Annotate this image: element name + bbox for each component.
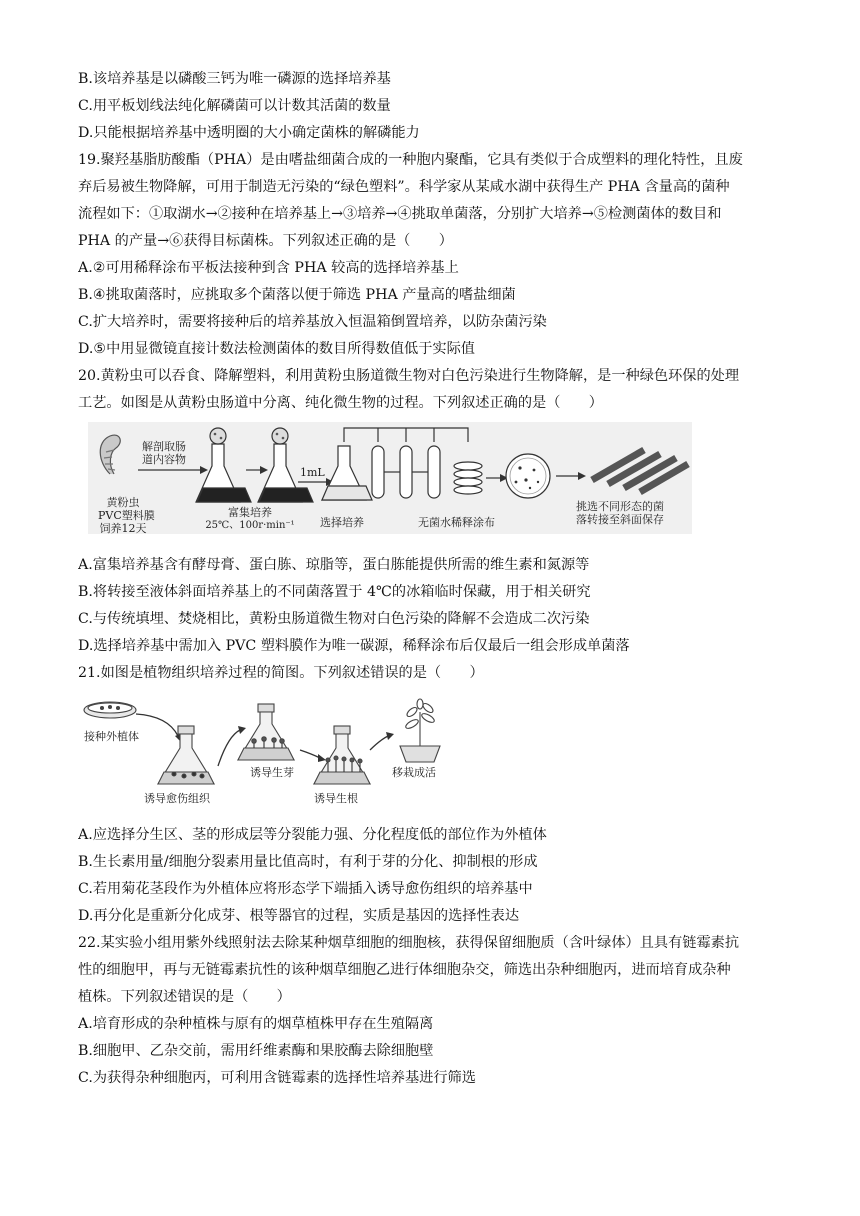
q18-option-c: C.用平板划线法纯化解磷菌可以计数其活菌的数量 <box>78 98 391 114</box>
enrichment-flask-2-icon <box>258 428 313 502</box>
q21-figure-drawing <box>78 696 450 806</box>
q19-stem-line-2: 弃后易被生物降解，可用于制造无污染的“绿色塑料”。科学家从某咸水湖中获得生产 PHA 含量高的菌种 <box>78 179 730 195</box>
mealworm-icon <box>100 435 120 474</box>
slant-tubes-icon <box>592 450 688 492</box>
step3-label: 诱导生芽 <box>250 766 294 779</box>
volume-label: 1mL <box>300 466 325 479</box>
q22-option-c: C.为获得杂种细胞丙，可利用含链霉素的选择性培养基进行筛选 <box>78 1070 476 1086</box>
enrich-label-line-1: 富集培养 <box>228 506 272 519</box>
step5-label: 移栽成活 <box>392 766 436 779</box>
transplant-pot-icon <box>400 699 440 762</box>
enrich-label-line-2: 25℃、100r·min⁻¹ <box>205 520 295 531</box>
q19-option-a: A.②可用稀释涂布平板法接种到含 PHA 较高的选择培养基上 <box>78 260 459 276</box>
q21-option-a: A.应选择分生区、茎的形成层等分裂能力强、分化程度低的部位作为外植体 <box>78 827 547 843</box>
q19-stem-line-3: 流程如下：①取湖水→②接种在培养基上→③培养→④挑取单菌落，分别扩大培养→⑤检测菌体的数目和 <box>78 206 722 222</box>
q19-stem-line-4: PHA 的产量→⑥获得目标菌株。下列叙述正确的是（ ） <box>78 233 453 249</box>
q20-figure <box>88 422 692 534</box>
q21-stem: 21.如图是植物组织培养过程的简图。下列叙述错误的是（ ） <box>78 665 484 681</box>
q19-stem-line-1: 19.聚羟基脂肪酸酯（PHA）是由嗜盐细菌合成的一种胞内聚酯，它具有类似于合成塑料的理化特性，且废 <box>78 152 743 168</box>
enrich-label <box>200 506 300 532</box>
worm-label-line-1: 黄粉虫 <box>106 496 140 509</box>
explant-dish-icon <box>84 702 136 718</box>
worm-label-line-3: 饲养12天 <box>99 522 147 535</box>
slant-label <box>576 500 664 526</box>
dissect-label-line-2: 道内容物 <box>142 453 186 466</box>
q18-option-d: D.只能根据培养基中透明圈的大小确定菌株的解磷能力 <box>78 125 420 141</box>
q21-option-c: C.若用菊花茎段作为外植体应将形态学下端插入诱导愈伤组织的培养基中 <box>78 881 533 897</box>
q21-figure <box>78 696 450 806</box>
callus-flask-icon <box>158 726 214 784</box>
q19-option-b: B.④挑取菌落时，应挑取多个菌落以便于筛选 PHA 产量高的嗜盐细菌 <box>78 287 516 303</box>
selection-flask-icon <box>322 446 372 500</box>
dissect-label <box>142 440 186 466</box>
q20-option-b: B.将转接至液体斜面培养基上的不同菌落置于 4℃的冰箱临时保藏，用于相关研究 <box>78 584 591 600</box>
select-label: 选择培养 <box>320 516 364 529</box>
dissect-label-line-1: 解剖取肠 <box>142 440 186 453</box>
worm-label <box>98 496 155 535</box>
q19-option-d: D.⑤中用显微镜直接计数法检测菌体的数目所得数值低于实际值 <box>78 341 475 357</box>
q20-option-d: D.选择培养基中需加入 PVC 塑料膜作为唯一碳源，稀释涂布后仅最后一组会形成单菌落 <box>78 638 630 654</box>
slant-label-line-1: 挑选不同形态的菌 <box>576 500 664 513</box>
step4-label: 诱导生根 <box>314 792 358 805</box>
q21-option-d: D.再分化是重新分化成芽、根等器官的过程，实质是基因的选择性表达 <box>78 908 520 924</box>
q20-option-a: A.富集培养基含有酵母膏、蛋白胨、琼脂等，蛋白胨能提供所需的维生素和氮源等 <box>78 557 590 573</box>
q22-stem-line-3: 植株。下列叙述错误的是（ ） <box>78 989 291 1005</box>
dilution-tubes-icon <box>372 446 440 498</box>
dilute-label: 无菌水稀释涂布 <box>418 516 495 529</box>
q22-option-b: B.细胞甲、乙杂交前，需用纤维素酶和果胶酶去除细胞壁 <box>78 1043 434 1059</box>
worm-label-line-2: PVC塑料膜 <box>98 509 155 522</box>
q21-option-b: B.生长素用量/细胞分裂素用量比值高时，有利于芽的分化、抑制根的形成 <box>78 854 538 870</box>
root-flask-icon <box>314 726 370 784</box>
q18-option-b: B.该培养基是以磷酸三钙为唯一磷源的选择培养基 <box>78 71 391 87</box>
shoot-flask-icon <box>238 704 294 760</box>
step2-label: 诱导愈伤组织 <box>144 792 210 805</box>
q22-option-a: A.培育形成的杂种植株与原有的烟草植株甲存在生殖隔离 <box>78 1016 434 1032</box>
q20-stem-line-2: 工艺。如图是从黄粉虫肠道中分离、纯化微生物的过程。下列叙述正确的是（ ） <box>78 395 603 411</box>
q22-stem-line-1: 22.某实验小组用紫外线照射法去除某种烟草细胞的细胞核，获得保留细胞质（含叶绿体）且具有链霉素抗 <box>78 935 740 951</box>
slant-label-line-2: 落转接至斜面保存 <box>576 513 664 526</box>
q22-stem-line-2: 性的细胞甲，再与无链霉素抗性的该种烟草细胞乙进行体细胞杂交，筛选出杂种细胞丙，进而培育成杂种 <box>78 962 731 978</box>
q20-stem-line-1: 20.黄粉虫可以吞食、降解塑料，利用黄粉虫肠道微生物对白色污染进行生物降解，是一种绿色环保的处理 <box>78 368 740 384</box>
step1-label: 接种外植体 <box>84 730 139 743</box>
enrichment-flask-1-icon <box>196 428 251 502</box>
petri-dish-icon <box>506 454 550 498</box>
q19-option-c: C.扩大培养时，需要将接种后的培养基放入恒温箱倒置培养，以防杂菌污染 <box>78 314 547 330</box>
plates-stack-icon <box>454 462 482 494</box>
q20-option-c: C.与传统填埋、焚烧相比，黄粉虫肠道微生物对白色污染的降解不会造成二次污染 <box>78 611 590 627</box>
